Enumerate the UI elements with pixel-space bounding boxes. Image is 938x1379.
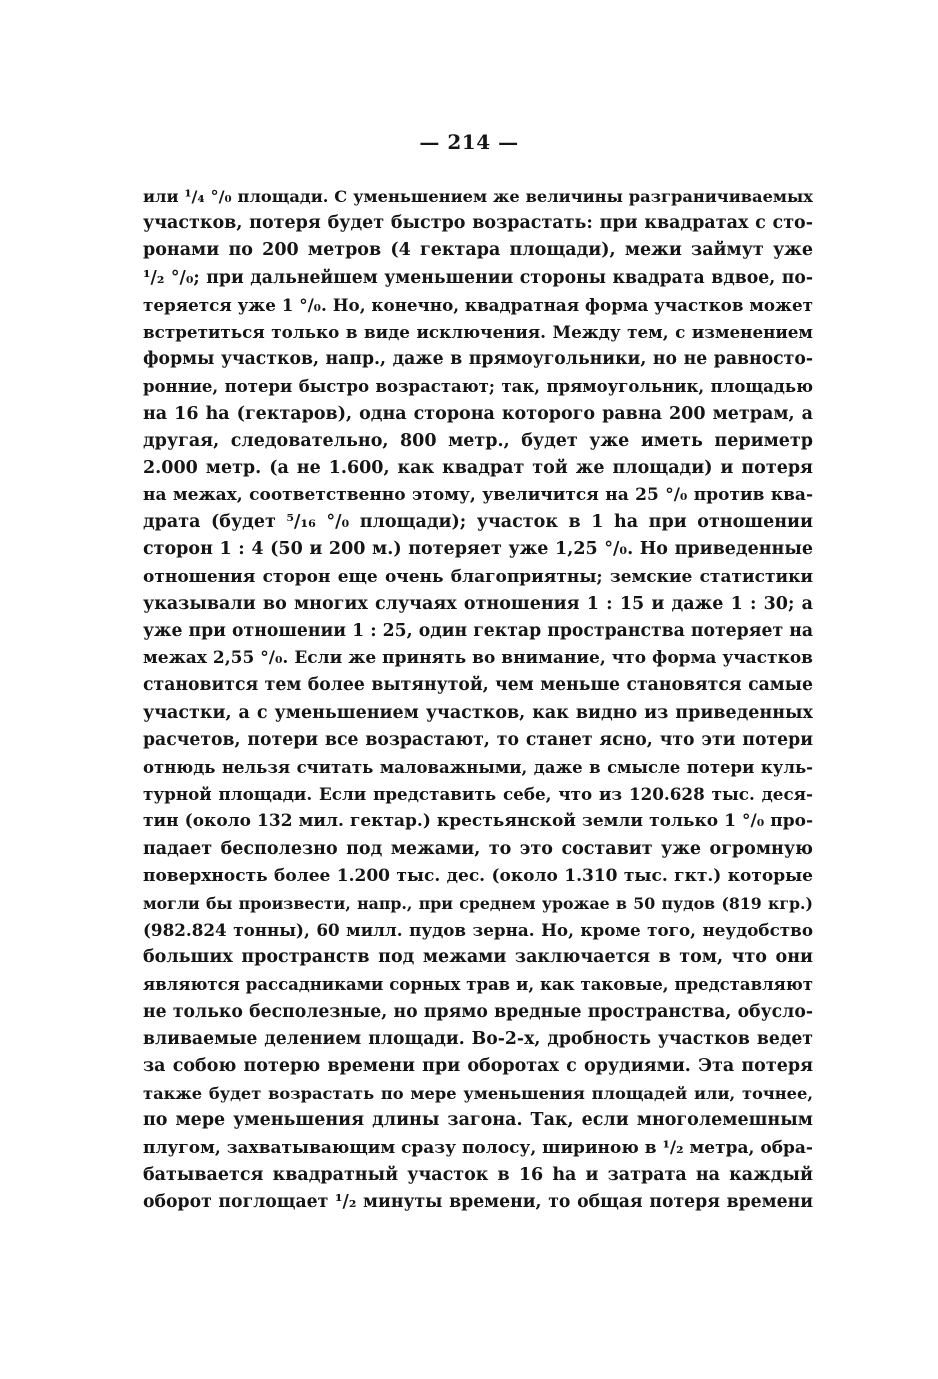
text-line: участки, а с уменьшением участков, как видно из приведенных: [143, 702, 813, 723]
text-line: являются рассадниками сорных трав и, как таковые, представляют: [143, 975, 813, 995]
text-line: формы участков, напр., даже в прямоугольники, но не равносто-: [143, 349, 813, 370]
body-text: [143, 183, 813, 1216]
text-line: уже при отношении 1 : 25, один гектар пространства потеряет на: [143, 621, 813, 641]
text-line: плугом, захватывающим сразу полосу, шириною в ¹/₂ метра, обра-: [143, 1137, 813, 1158]
text-line: могли бы произвести, напр., при среднем урожае в 50 пудов (819 кгр.): [143, 893, 813, 913]
text-line: становится тем более вытянутой, чем меньше становятся самые: [143, 675, 813, 696]
text-line: на 16 ha (гектаров), одна сторона которого равна 200 метрам, а: [143, 403, 813, 424]
text-line: драта (будет ⁵/₁₆ °/₀ площади); участок в 1 ha при отношении: [143, 512, 813, 533]
text-line: (982.824 тонны), 60 милл. пудов зерна. Но, кроме того, неудобство: [143, 920, 813, 941]
text-line: расчетов, потери все возрастают, то станет ясно, что эти потери: [143, 729, 813, 750]
text-line: сторон 1 : 4 (50 и 200 м.) потеряет уже 1,25 °/₀. Но приведенные: [143, 539, 813, 560]
page-number: — 214 —: [419, 130, 519, 154]
text-line: турной площади. Если представить себе, что из 120.628 тыс. деся-: [143, 784, 813, 805]
text-line: ¹/₂ °/₀; при дальнейшем уменьшении стороны квадрата вдвое, по-: [143, 267, 813, 288]
text-line: или ¹/₄ °/₀ площади. С уменьшением же величины разграничиваемых: [143, 187, 813, 206]
text-line: за собою потерю времени при оборотах с орудиями. Эта потеря: [143, 1056, 813, 1076]
text-line: теряется уже 1 °/₀. Но, конечно, квадратная форма участков может: [143, 294, 813, 315]
text-line: межах 2,55 °/₀. Если же принять во внимание, что форма участков: [143, 648, 813, 669]
text-line: тин (около 132 мил. гектар.) крестьянской земли только 1 °/₀ про-: [143, 811, 813, 832]
text-line: отношения сторон еще очень благоприятны; земские статистики: [143, 566, 813, 587]
text-line: ронние, потери быстро возрастают; так, прямоугольник, площадью: [143, 377, 813, 397]
text-line: участков, потеря будет быстро возрастать: при квадратах с сто-: [143, 213, 813, 234]
text-line: также будет возрастать по мере уменьшения площадей или, точнее,: [143, 1084, 813, 1104]
text-line: больших пространств под межами заключается в том, что они: [143, 947, 813, 968]
text-line: оборот поглощает ¹/₂ минуты времени, то общая потеря времени: [143, 1191, 813, 1212]
text-line: не только бесполезные, но прямо вредные пространства, обусло-: [143, 1001, 813, 1022]
text-line: указывали во многих случаях отношения 1 : 15 и даже 1 : 30; а: [143, 593, 813, 614]
text-line: встретиться только в виде исключения. Между тем, с изменением: [143, 321, 813, 342]
text-line: 2.000 метр. (а не 1.600, как квадрат той же площади) и потеря: [143, 457, 813, 478]
text-line: поверхность более 1.200 тыс. дес. (около 1.310 тыс. гкт.) которые: [143, 865, 813, 886]
text-line: вливаемые делением площади. Во-2-х, дробность участков ведет: [143, 1028, 813, 1049]
text-line: на межах, соответственно этому, увеличится на 25 °/₀ против ква-: [143, 485, 813, 506]
text-line: по мере уменьшения длины загона. Так, если многолемешным: [143, 1110, 813, 1131]
text-line: падает бесполезно под межами, то это составит уже огромную: [143, 838, 813, 859]
text-line: другая, следовательно, 800 метр., будет уже иметь периметр: [143, 430, 813, 451]
text-line: отнюдь нельзя считать маловажными, даже в смысле потери куль-: [143, 757, 813, 777]
text-line: батывается квадратный участок в 16 ha и затрата на каждый: [143, 1164, 813, 1185]
text-line: ронами по 200 метров (4 гектара площади), межи займут уже: [143, 240, 813, 261]
